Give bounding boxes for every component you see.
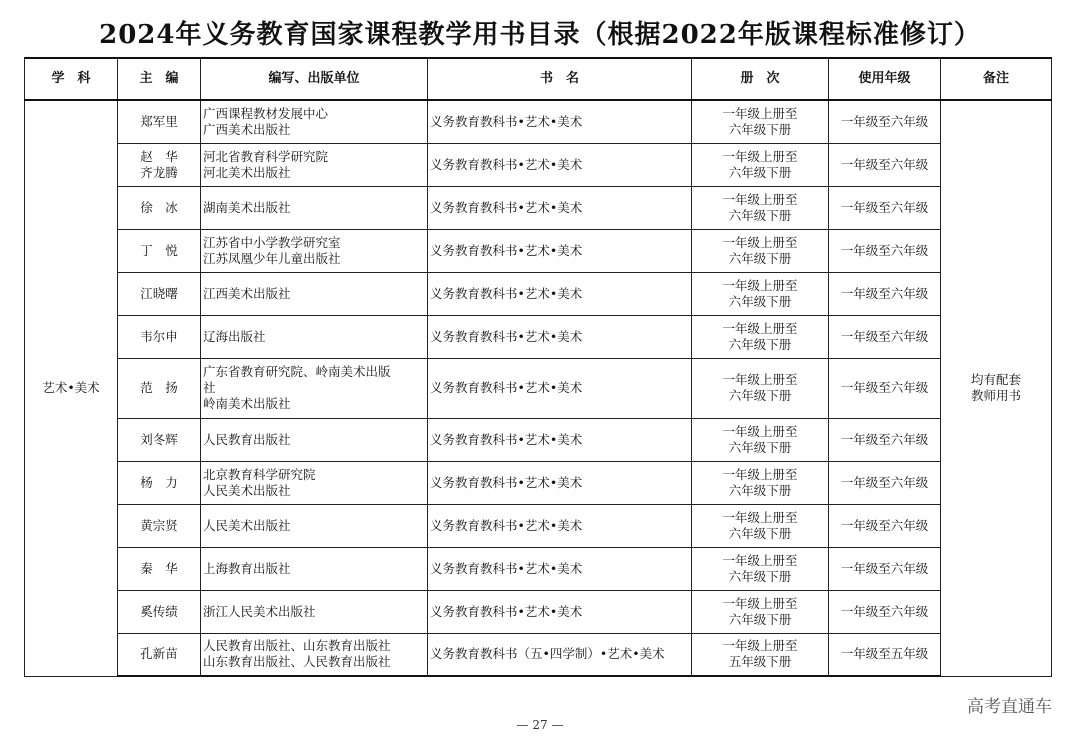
cell-line: 六年级下册 (728, 482, 792, 498)
watermark: 高考直通车 (967, 697, 1052, 717)
volume-cell (692, 358, 829, 418)
cell-line: 广西课程教材发展中心 (203, 105, 329, 121)
cell-line: 郑军里 (140, 113, 178, 129)
editor-cell (118, 461, 201, 504)
table-row (25, 590, 1052, 633)
volume-cell (692, 590, 829, 633)
cell-line: 江晓曙 (140, 285, 178, 301)
cell-line: 六年级下册 (728, 250, 792, 266)
volume-cell (692, 229, 829, 272)
book-cell: 义务教育教科书•艺术•美术 (428, 186, 692, 229)
publisher-cell (201, 461, 428, 504)
cell-line: 社 (203, 380, 216, 395)
grade-cell: 一年级至六年级 (829, 315, 941, 358)
cell-line: 一年级上册至 (722, 191, 798, 207)
cell-line: 六年级下册 (728, 439, 792, 455)
cell-line: 北京教育科学研究院 (203, 466, 316, 482)
editor-cell (118, 504, 201, 547)
cell-line: 韦尔申 (140, 328, 178, 344)
cell-line: 杨 力 (140, 474, 178, 490)
editor-cell (118, 358, 201, 418)
cell-line: 一年级上册至 (722, 372, 798, 387)
cell-line: 六年级下册 (728, 293, 792, 309)
volume-cell (692, 633, 829, 676)
table-row (25, 143, 1052, 186)
cell-line: 人民美术出版社 (203, 482, 291, 498)
cell-line: 五年级下册 (728, 654, 792, 670)
table-row (25, 229, 1052, 272)
cell-line: 一年级上册至 (722, 552, 798, 568)
volume-cell (692, 547, 829, 590)
header-subject: 学 科 (25, 58, 118, 100)
book-cell: 义务教育教科书•艺术•美术 (428, 418, 692, 461)
cell-line: 一年级上册至 (722, 320, 798, 336)
cell-line: 六年级下册 (728, 336, 792, 352)
table-row (25, 504, 1052, 547)
publisher-cell (201, 504, 428, 547)
publisher-cell (201, 358, 428, 418)
editor-cell (118, 272, 201, 315)
book-cell: 义务教育教科书•艺术•美术 (428, 272, 692, 315)
book-cell: 义务教育教科书•艺术•美术 (428, 100, 692, 143)
cell-line: 六年级下册 (728, 568, 792, 584)
table-row (25, 186, 1052, 229)
editor-cell (118, 633, 201, 676)
table-row (25, 315, 1052, 358)
header-volume: 册 次 (692, 58, 829, 100)
table-row (25, 547, 1052, 590)
cell-line: 江西美术出版社 (203, 285, 291, 301)
publisher-cell (201, 143, 428, 186)
volume-cell (692, 418, 829, 461)
editor-cell (118, 418, 201, 461)
cell-line: 齐龙腾 (140, 164, 178, 180)
editor-cell (118, 100, 201, 143)
volume-cell (692, 100, 829, 143)
publisher-cell (201, 315, 428, 358)
cell-line: 一年级上册至 (722, 595, 798, 611)
volume-cell (692, 272, 829, 315)
book-cell: 义务教育教科书•艺术•美术 (428, 143, 692, 186)
cell-line: 人民教育出版社、山东教育出版社 (203, 638, 391, 654)
cell-line: 范 扬 (140, 380, 178, 395)
note-cell (941, 100, 1052, 676)
cell-line: 浙江人民美术出版社 (203, 603, 316, 619)
cell-line: 均有配套 (970, 372, 1021, 388)
cell-line: 赵 华 (140, 148, 178, 164)
cell-line: 六年级下册 (728, 164, 792, 180)
table-row (25, 358, 1052, 418)
editor-cell (118, 547, 201, 590)
cell-line: 孔新苗 (140, 646, 178, 662)
grade-cell: 一年级至六年级 (829, 418, 941, 461)
grade-cell: 一年级至六年级 (829, 186, 941, 229)
textbook-catalog-table (24, 57, 1052, 677)
cell-line: 丁 悦 (140, 242, 178, 258)
editor-cell (118, 186, 201, 229)
book-cell: 义务教育教科书•艺术•美术 (428, 504, 692, 547)
grade-cell: 一年级至六年级 (829, 272, 941, 315)
editor-cell (118, 143, 201, 186)
header-publisher: 编写、出版单位 (201, 58, 428, 100)
grade-cell: 一年级至六年级 (829, 358, 941, 418)
cell-line: 岭南美术出版社 (203, 396, 291, 411)
publisher-cell (201, 418, 428, 461)
cell-line: 江苏凤凰少年儿童出版社 (203, 250, 341, 266)
grade-cell: 一年级至六年级 (829, 143, 941, 186)
publisher-cell (201, 633, 428, 676)
cell-line: 山东教育出版社、人民教育出版社 (203, 654, 391, 670)
cell-line: 一年级上册至 (722, 234, 798, 250)
volume-cell (692, 504, 829, 547)
editor-cell (118, 590, 201, 633)
cell-line: 六年级下册 (728, 525, 792, 541)
grade-cell: 一年级至六年级 (829, 461, 941, 504)
grade-cell: 一年级至六年级 (829, 100, 941, 143)
book-cell: 义务教育教科书•艺术•美术 (428, 461, 692, 504)
book-cell: 义务教育教科书（五•四学制）•艺术•美术 (428, 633, 692, 676)
cell-line: 教师用书 (970, 388, 1021, 404)
table-row (25, 418, 1052, 461)
grade-cell: 一年级至五年级 (829, 633, 941, 676)
header-editor: 主 编 (118, 58, 201, 100)
cell-line: 湖南美术出版社 (203, 199, 291, 215)
volume-cell (692, 315, 829, 358)
cell-line: 刘冬辉 (140, 431, 178, 447)
publisher-cell (201, 547, 428, 590)
page-title: 2024年义务教育国家课程教学用书目录（根据2022年版课程标准修订） (99, 20, 981, 50)
volume-cell (692, 186, 829, 229)
cell-line: 河北省教育科学研究院 (203, 148, 329, 164)
grade-cell: 一年级至六年级 (829, 547, 941, 590)
publisher-cell (201, 590, 428, 633)
cell-line: 广东省教育研究院、岭南美术出版 (203, 364, 391, 379)
cell-line: 一年级上册至 (722, 423, 798, 439)
book-cell: 义务教育教科书•艺术•美术 (428, 315, 692, 358)
cell-line: 黄宗贤 (140, 517, 178, 533)
table-row (25, 272, 1052, 315)
book-cell: 义务教育教科书•艺术•美术 (428, 358, 692, 418)
grade-cell: 一年级至六年级 (829, 590, 941, 633)
cell-line: 广西美术出版社 (203, 121, 291, 137)
editor-cell (118, 315, 201, 358)
book-cell: 义务教育教科书•艺术•美术 (428, 229, 692, 272)
cell-line: 辽海出版社 (203, 328, 266, 344)
subject-cell: 艺术•美术 (25, 100, 118, 676)
book-cell: 义务教育教科书•艺术•美术 (428, 547, 692, 590)
cell-line: 一年级上册至 (722, 277, 798, 293)
publisher-cell (201, 229, 428, 272)
publisher-cell (201, 272, 428, 315)
publisher-cell (201, 186, 428, 229)
cell-line: 上海教育出版社 (203, 560, 291, 576)
header-note: 备注 (941, 58, 1052, 100)
volume-cell (692, 143, 829, 186)
cell-line: 一年级上册至 (722, 638, 798, 654)
cell-line: 一年级上册至 (722, 105, 798, 121)
cell-line: 六年级下册 (728, 121, 792, 137)
table-header-row (25, 58, 1052, 100)
editor-cell (118, 229, 201, 272)
cell-line: 人民教育出版社 (203, 431, 291, 447)
cell-line: 徐 冰 (140, 199, 178, 215)
cell-line: 奚传绩 (140, 603, 178, 619)
page-number: — 27 — (516, 718, 564, 732)
grade-cell: 一年级至六年级 (829, 504, 941, 547)
table-row (25, 100, 1052, 143)
volume-cell (692, 461, 829, 504)
cell-line: 江苏省中小学教学研究室 (203, 234, 341, 250)
grade-cell: 一年级至六年级 (829, 229, 941, 272)
table-row (25, 633, 1052, 676)
book-cell: 义务教育教科书•艺术•美术 (428, 590, 692, 633)
table-row (25, 461, 1052, 504)
publisher-cell (201, 100, 428, 143)
cell-line: 六年级下册 (728, 207, 792, 223)
header-book: 书 名 (428, 58, 692, 100)
cell-line: 一年级上册至 (722, 148, 798, 164)
header-grade: 使用年级 (829, 58, 941, 100)
cell-line: 一年级上册至 (722, 466, 798, 482)
cell-line: 六年级下册 (728, 388, 792, 403)
cell-line: 秦 华 (140, 560, 178, 576)
cell-line: 人民美术出版社 (203, 517, 291, 533)
cell-line: 六年级下册 (728, 611, 792, 627)
cell-line: 河北美术出版社 (203, 164, 291, 180)
cell-line: 一年级上册至 (722, 509, 798, 525)
